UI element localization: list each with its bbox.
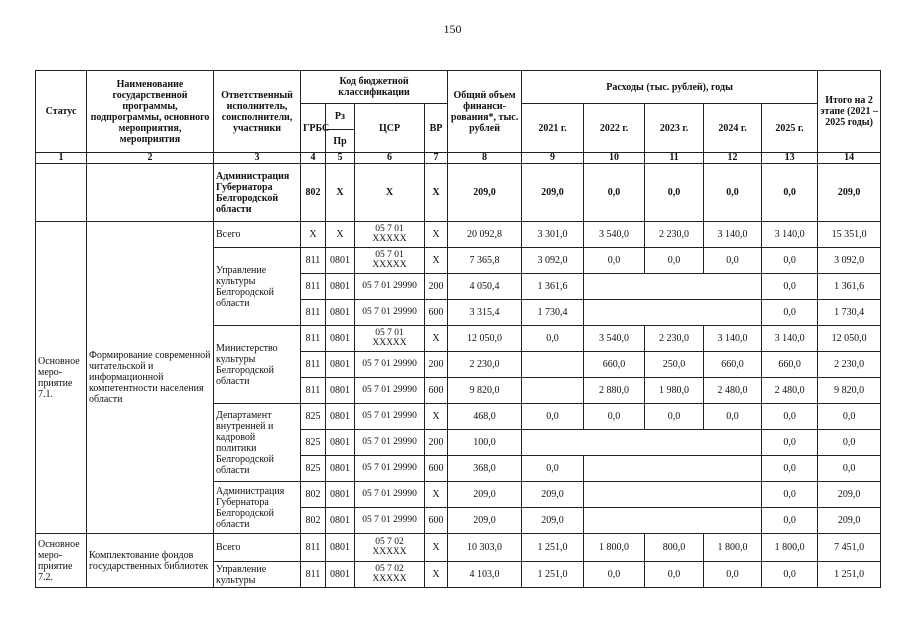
index-cell: 5 — [326, 153, 355, 164]
vr-cell: 600 — [425, 508, 448, 534]
year-2023-cell: 2 230,0 — [645, 222, 704, 248]
header-total-volume: Общий объем финанси-рования*, тыс. рублей — [448, 71, 522, 153]
stage-total-cell: 2 230,0 — [818, 352, 881, 378]
rzpr-cell: 0801 — [326, 326, 355, 352]
index-cell: 10 — [584, 153, 645, 164]
rzpr-cell: Х — [326, 164, 355, 222]
vr-cell: Х — [425, 222, 448, 248]
year-2021-cell: 1 730,4 — [522, 300, 584, 326]
vr-cell: Х — [425, 326, 448, 352]
year-2021-cell: 0,0 — [522, 456, 584, 482]
csr-cell: 05 7 01 29990 — [355, 482, 425, 508]
total-cell: 209,0 — [448, 508, 522, 534]
index-cell: 13 — [762, 153, 818, 164]
name-cell — [87, 164, 214, 222]
year-2025-cell: 3 140,0 — [762, 326, 818, 352]
header-2024: 2024 г. — [704, 104, 762, 153]
csr-cell: 05 7 02 ХХХХХ — [355, 534, 425, 562]
vr-cell: 200 — [425, 352, 448, 378]
budget-table — [35, 70, 881, 588]
index-cell: 2 — [87, 153, 214, 164]
grbs-cell: 811 — [301, 562, 326, 588]
header-responsible: Ответственный исполнитель, соисполнители, участники — [214, 71, 301, 153]
header-expenses: Расходы (тыс. рублей), годы — [522, 71, 818, 104]
rzpr-cell: 0801 — [326, 352, 355, 378]
index-cell: 3 — [214, 153, 301, 164]
csr-cell: 05 7 01 29990 — [355, 378, 425, 404]
grbs-cell: 811 — [301, 326, 326, 352]
grbs-cell: 802 — [301, 482, 326, 508]
status-cell — [36, 164, 87, 222]
year-2022-cell: 0,0 — [584, 562, 645, 588]
year-2024-cell: 0,0 — [704, 404, 762, 430]
year-2025-cell: 0,0 — [762, 508, 818, 534]
status-cell: Основное меро-приятие 7.2. — [36, 534, 87, 588]
year-2023-cell: 250,0 — [645, 352, 704, 378]
csr-cell: 05 7 01 29990 — [355, 300, 425, 326]
responsible-cell: Управление культуры Белгородской области — [214, 248, 301, 326]
index-cell: 8 — [448, 153, 522, 164]
header-rz: Рз — [326, 104, 355, 130]
rzpr-cell: 0801 — [326, 456, 355, 482]
year-2022-cell: 0,0 — [584, 248, 645, 274]
year-2021-cell — [522, 378, 584, 404]
year-2025-cell: 2 480,0 — [762, 378, 818, 404]
header-2021: 2021 г. — [522, 104, 584, 153]
header-csr: ЦСР — [355, 104, 425, 153]
year-2025-cell: 0,0 — [762, 164, 818, 222]
csr-cell: 05 7 01 29990 — [355, 404, 425, 430]
rzpr-cell: 0801 — [326, 562, 355, 588]
rzpr-cell: 0801 — [326, 378, 355, 404]
year-2025-cell: 0,0 — [762, 404, 818, 430]
year-2025-cell: 0,0 — [762, 300, 818, 326]
grbs-cell: 811 — [301, 274, 326, 300]
rzpr-cell: 0801 — [326, 274, 355, 300]
index-cell: 12 — [704, 153, 762, 164]
vr-cell: Х — [425, 562, 448, 588]
csr-cell: 05 7 01 ХХХХХ — [355, 222, 425, 248]
year-2024-cell: 0,0 — [704, 562, 762, 588]
page-number: 150 — [443, 22, 462, 36]
index-cell: 9 — [522, 153, 584, 164]
responsible-cell: Администрация Губернатора Белгородской области — [214, 164, 301, 222]
rzpr-cell: 0801 — [326, 482, 355, 508]
year-2025-cell: 3 140,0 — [762, 222, 818, 248]
stage-total-cell: 12 050,0 — [818, 326, 881, 352]
year-2025-cell: 0,0 — [762, 274, 818, 300]
index-cell: 7 — [425, 153, 448, 164]
year-2022-cell: 1 800,0 — [584, 534, 645, 562]
csr-cell: 05 7 01 29990 — [355, 352, 425, 378]
year-2025-cell: 0,0 — [762, 562, 818, 588]
year-2023-cell: 800,0 — [645, 534, 704, 562]
status-cell: Основное меро-приятие 7.1. — [36, 222, 87, 534]
csr-cell: Х — [355, 164, 425, 222]
index-cell: 6 — [355, 153, 425, 164]
stage-total-cell: 1 251,0 — [818, 562, 881, 588]
year-2022-cell: 3 540,0 — [584, 326, 645, 352]
vr-cell: Х — [425, 482, 448, 508]
header-status: Статус — [36, 71, 87, 153]
year-2022-cell: 0,0 — [584, 164, 645, 222]
index-cell: 11 — [645, 153, 704, 164]
responsible-cell: Всего — [214, 534, 301, 562]
vr-cell: Х — [425, 404, 448, 430]
year-2023-cell: 1 980,0 — [645, 378, 704, 404]
year-2021-2024-cell — [522, 430, 762, 456]
header-stage-total: Итого на 2 этапе (2021 – 2025 годы) — [818, 71, 881, 153]
year-2022-2024-cell — [584, 274, 762, 300]
vr-cell: 200 — [425, 430, 448, 456]
year-2024-cell: 2 480,0 — [704, 378, 762, 404]
total-cell: 4 050,4 — [448, 274, 522, 300]
year-2021-cell: 3 092,0 — [522, 248, 584, 274]
year-2025-cell: 0,0 — [762, 456, 818, 482]
grbs-cell: 811 — [301, 300, 326, 326]
csr-cell: 05 7 02 ХХХХХ — [355, 562, 425, 588]
header-2023: 2023 г. — [645, 104, 704, 153]
year-2024-cell: 0,0 — [704, 248, 762, 274]
vr-cell: 600 — [425, 456, 448, 482]
year-2022-2024-cell — [584, 300, 762, 326]
stage-total-cell: 0,0 — [818, 404, 881, 430]
year-2024-cell: 660,0 — [704, 352, 762, 378]
csr-cell: 05 7 01 29990 — [355, 456, 425, 482]
index-cell: 4 — [301, 153, 326, 164]
year-2024-cell: 0,0 — [704, 164, 762, 222]
stage-total-cell: 0,0 — [818, 456, 881, 482]
header-budget-code: Код бюджетной классификации — [301, 71, 448, 104]
stage-total-cell: 209,0 — [818, 482, 881, 508]
csr-cell: 05 7 01 ХХХХХ — [355, 248, 425, 274]
year-2024-cell: 3 140,0 — [704, 326, 762, 352]
header-2025: 2025 г. — [762, 104, 818, 153]
stage-total-cell: 15 351,0 — [818, 222, 881, 248]
rzpr-cell: 0801 — [326, 534, 355, 562]
total-cell: 9 820,0 — [448, 378, 522, 404]
table-row — [36, 164, 881, 222]
table-row — [36, 534, 881, 562]
header-grbs: ГРБС — [301, 104, 326, 153]
total-cell: 3 315,4 — [448, 300, 522, 326]
grbs-cell: 811 — [301, 248, 326, 274]
grbs-cell: Х — [301, 222, 326, 248]
rzpr-cell: 0801 — [326, 508, 355, 534]
responsible-cell: Министерство культуры Белгородской области — [214, 326, 301, 404]
csr-cell: 05 7 01 ХХХХХ — [355, 326, 425, 352]
header-2022: 2022 г. — [584, 104, 645, 153]
stage-total-cell: 209,0 — [818, 508, 881, 534]
year-2021-cell: 1 361,6 — [522, 274, 584, 300]
year-2023-cell: 0,0 — [645, 248, 704, 274]
grbs-cell: 802 — [301, 508, 326, 534]
vr-cell: 200 — [425, 274, 448, 300]
vr-cell: Х — [425, 534, 448, 562]
year-2024-cell: 3 140,0 — [704, 222, 762, 248]
year-2022-cell: 0,0 — [584, 404, 645, 430]
total-cell: 209,0 — [448, 482, 522, 508]
vr-cell: Х — [425, 164, 448, 222]
total-cell: 368,0 — [448, 456, 522, 482]
responsible-cell: Управление культуры — [214, 562, 301, 588]
csr-cell: 05 7 01 29990 — [355, 430, 425, 456]
year-2025-cell: 0,0 — [762, 430, 818, 456]
rzpr-cell: 0801 — [326, 404, 355, 430]
year-2022-cell: 2 880,0 — [584, 378, 645, 404]
responsible-cell: Департамент внутренней и кадровой политики Белгородской области — [214, 404, 301, 482]
csr-cell: 05 7 01 29990 — [355, 508, 425, 534]
year-2025-cell: 0,0 — [762, 248, 818, 274]
name-cell: Формирование современной читательской и информационной компетентности населения области — [87, 222, 214, 534]
stage-total-cell: 9 820,0 — [818, 378, 881, 404]
grbs-cell: 811 — [301, 534, 326, 562]
index-cell: 1 — [36, 153, 87, 164]
year-2021-cell — [522, 352, 584, 378]
year-2021-cell: 0,0 — [522, 326, 584, 352]
responsible-cell: Администрация Губернатора Белгородской области — [214, 482, 301, 534]
rzpr-cell: Х — [326, 222, 355, 248]
total-cell: 10 303,0 — [448, 534, 522, 562]
stage-total-cell: 1 730,4 — [818, 300, 881, 326]
grbs-cell: 825 — [301, 456, 326, 482]
stage-total-cell: 3 092,0 — [818, 248, 881, 274]
total-cell: 4 103,0 — [448, 562, 522, 588]
table-row — [36, 222, 881, 248]
year-2025-cell: 0,0 — [762, 482, 818, 508]
year-2023-cell: 0,0 — [645, 404, 704, 430]
grbs-cell: 802 — [301, 164, 326, 222]
year-2022-cell: 660,0 — [584, 352, 645, 378]
header-pr: Пр — [326, 130, 355, 153]
year-2023-cell: 0,0 — [645, 562, 704, 588]
stage-total-cell: 209,0 — [818, 164, 881, 222]
total-cell: 12 050,0 — [448, 326, 522, 352]
grbs-cell: 811 — [301, 378, 326, 404]
responsible-cell: Всего — [214, 222, 301, 248]
total-cell: 100,0 — [448, 430, 522, 456]
name-cell: Комплектование фондов государственных библиотек — [87, 534, 214, 588]
grbs-cell: 825 — [301, 404, 326, 430]
year-2022-2024-cell — [584, 482, 762, 508]
year-2025-cell: 1 800,0 — [762, 534, 818, 562]
header-name: Наименование государственной программы, подпрограммы, основного мероприятия, мероприятия — [87, 71, 214, 153]
year-2024-cell: 1 800,0 — [704, 534, 762, 562]
year-2022-cell: 3 540,0 — [584, 222, 645, 248]
rzpr-cell: 0801 — [326, 300, 355, 326]
year-2021-cell: 1 251,0 — [522, 534, 584, 562]
year-2023-cell: 2 230,0 — [645, 326, 704, 352]
csr-cell: 05 7 01 29990 — [355, 274, 425, 300]
grbs-cell: 811 — [301, 352, 326, 378]
total-cell: 209,0 — [448, 164, 522, 222]
year-2021-cell: 0,0 — [522, 404, 584, 430]
index-cell: 14 — [818, 153, 881, 164]
year-2021-cell: 3 301,0 — [522, 222, 584, 248]
year-2022-2024-cell — [584, 508, 762, 534]
total-cell: 20 092,8 — [448, 222, 522, 248]
year-2025-cell: 660,0 — [762, 352, 818, 378]
header-vr: ВР — [425, 104, 448, 153]
total-cell: 7 365,8 — [448, 248, 522, 274]
year-2022-2024-cell — [584, 456, 762, 482]
stage-total-cell: 1 361,6 — [818, 274, 881, 300]
year-2021-cell: 209,0 — [522, 164, 584, 222]
rzpr-cell: 0801 — [326, 248, 355, 274]
stage-total-cell: 0,0 — [818, 430, 881, 456]
grbs-cell: 825 — [301, 430, 326, 456]
year-2021-cell: 209,0 — [522, 482, 584, 508]
vr-cell: 600 — [425, 378, 448, 404]
rzpr-cell: 0801 — [326, 430, 355, 456]
year-2021-cell: 1 251,0 — [522, 562, 584, 588]
vr-cell: 600 — [425, 300, 448, 326]
year-2023-cell: 0,0 — [645, 164, 704, 222]
year-2021-cell: 209,0 — [522, 508, 584, 534]
stage-total-cell: 7 451,0 — [818, 534, 881, 562]
total-cell: 468,0 — [448, 404, 522, 430]
vr-cell: Х — [425, 248, 448, 274]
total-cell: 2 230,0 — [448, 352, 522, 378]
